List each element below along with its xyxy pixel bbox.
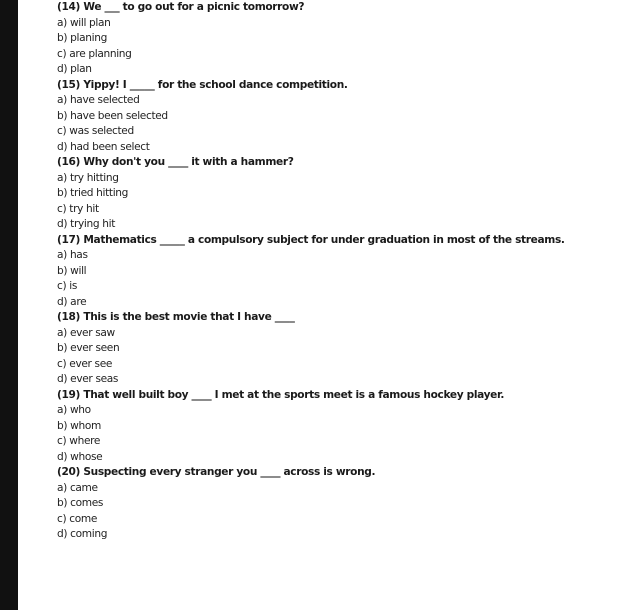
answer-option: c) where	[57, 435, 101, 447]
question-block	[57, 465, 565, 543]
question-block	[57, 155, 565, 233]
answer-option: b) ever seen	[57, 342, 120, 354]
answer-option: b) tried hitting	[57, 187, 129, 199]
question-block	[57, 310, 565, 388]
answer-option: a) came	[57, 481, 98, 494]
question-text: (15) Yippy! I _____ for the school dance competition.	[57, 78, 348, 91]
question-text: (16) Why don't you ____ it with a hammer?	[57, 156, 294, 168]
answer-option: a) will plan	[57, 16, 111, 29]
answer-option: d) are	[57, 295, 87, 308]
answer-option: b) will	[57, 264, 87, 277]
answer-option: d) plan	[57, 63, 92, 75]
answer-option: a) has	[57, 249, 88, 261]
answer-option: a) have selected	[57, 94, 140, 106]
question-list	[57, 0, 565, 543]
question-text: (17) Mathematics _____ a compulsory subject for under graduation in most of the streams.	[57, 233, 565, 246]
answer-option: b) planing	[57, 32, 107, 44]
answer-option: d) had been select	[57, 140, 150, 153]
answer-option: d) coming	[57, 528, 108, 540]
question-block	[57, 233, 565, 311]
answer-option: b) have been selected	[57, 109, 168, 122]
answer-option: a) who	[57, 404, 91, 416]
answer-option: c) are planning	[57, 47, 132, 60]
answer-option: c) is	[57, 280, 78, 292]
question-text: (19) That well built boy ____ I met at the sports meet is a famous hockey player.	[57, 388, 504, 401]
answer-option: d) trying hit	[57, 218, 116, 230]
answer-option: d) whose	[57, 450, 103, 463]
answer-option: c) ever see	[57, 357, 113, 370]
question-text: (20) Suspecting every stranger you ____ across is wrong.	[57, 466, 376, 478]
question-text: (18) This is the best movie that I have ____	[57, 311, 295, 323]
answer-option: a) ever saw	[57, 326, 115, 339]
answer-option: b) whom	[57, 419, 101, 432]
question-block	[57, 388, 565, 466]
question-block	[57, 0, 565, 78]
answer-option: c) try hit	[57, 202, 99, 215]
answer-option: b) comes	[57, 497, 104, 509]
left-black-border	[0, 0, 18, 610]
question-text: (14) We ___ to go out for a picnic tomorrow?	[57, 1, 305, 13]
answer-option: c) was selected	[57, 125, 134, 137]
answer-option: c) come	[57, 512, 98, 525]
answer-option: d) ever seas	[57, 373, 119, 385]
question-block	[57, 78, 565, 156]
answer-option: a) try hitting	[57, 171, 119, 184]
